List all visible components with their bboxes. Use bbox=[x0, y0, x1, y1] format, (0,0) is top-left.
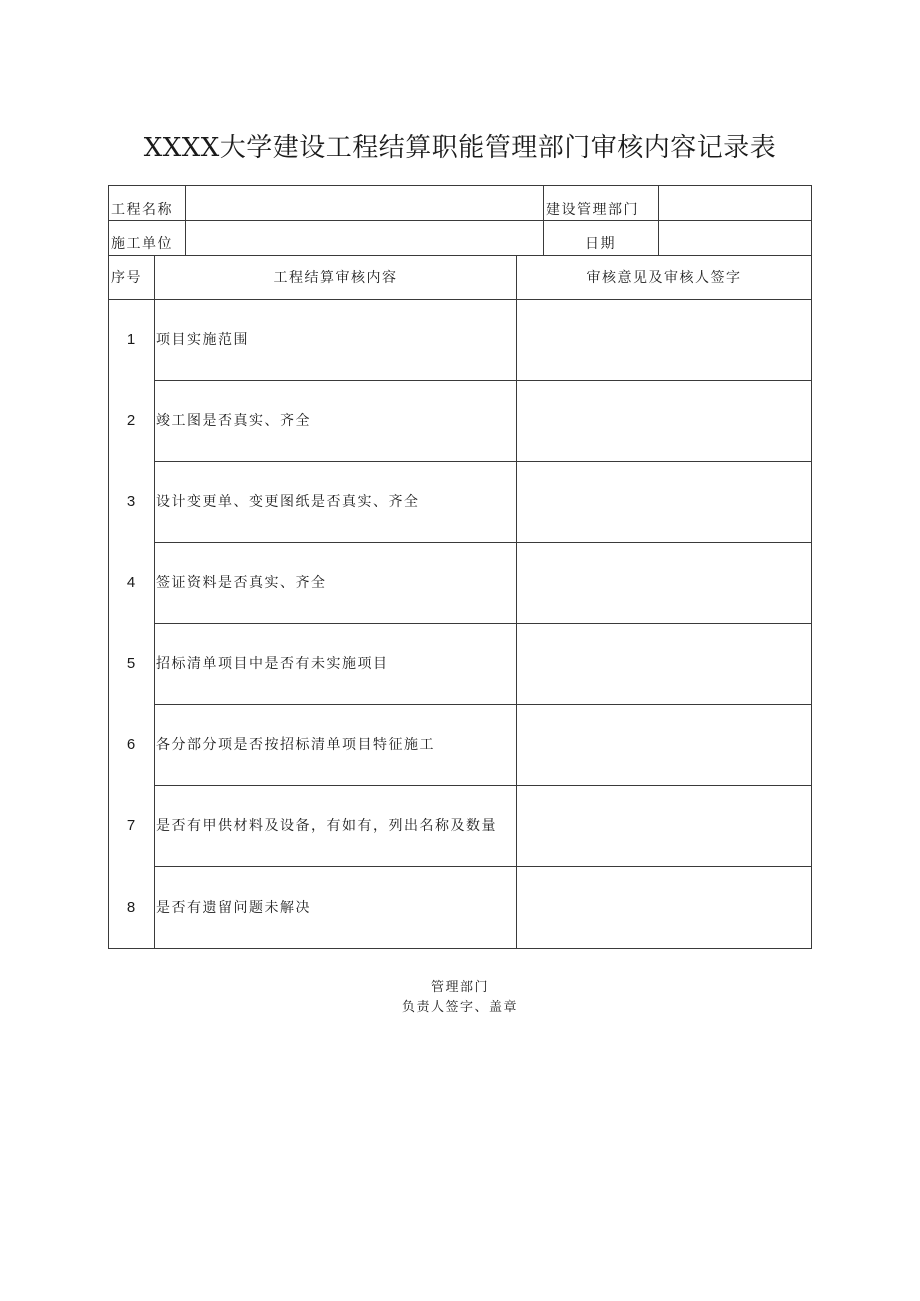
row-number: 2 bbox=[126, 412, 136, 429]
dept-label: 建设管理部门 bbox=[546, 202, 639, 218]
row-opinion-field[interactable] bbox=[520, 654, 806, 674]
row-content: 设计变更单、变更图纸是否真实、齐全 bbox=[156, 494, 420, 510]
dept-field[interactable] bbox=[663, 200, 807, 220]
index-column-divider bbox=[154, 255, 155, 949]
column-header-content: 工程结算审核内容 bbox=[273, 270, 398, 286]
project-name-field[interactable] bbox=[190, 200, 538, 220]
row-opinion-field[interactable] bbox=[520, 330, 806, 350]
header-value-divider bbox=[543, 185, 544, 255]
column-header-opinion: 审核意见及审核人签字 bbox=[586, 270, 742, 286]
header-label-divider bbox=[658, 185, 659, 255]
row-number: 8 bbox=[126, 899, 136, 916]
footer-signature-label: 负责人签字、盖章 bbox=[401, 1000, 518, 1015]
table-border-top bbox=[108, 185, 812, 186]
footer-dept: 管理部门 bbox=[430, 980, 489, 995]
row-content: 是否有甲供材料及设备，有如有，列出名称及数量 bbox=[156, 818, 497, 834]
opinion-column-divider bbox=[516, 255, 517, 949]
row-number: 6 bbox=[126, 736, 136, 753]
project-name-label: 工程名称 bbox=[111, 202, 173, 218]
date-label: 日期 bbox=[585, 236, 616, 252]
row-opinion-field[interactable] bbox=[520, 411, 806, 431]
row-content: 各分部分项是否按招标清单项目特征施工 bbox=[156, 737, 435, 753]
row-divider bbox=[154, 542, 812, 543]
row-opinion-field[interactable] bbox=[520, 492, 806, 512]
contractor-field[interactable] bbox=[190, 234, 538, 254]
row-content: 招标清单项目中是否有未实施项目 bbox=[156, 656, 389, 672]
row-opinion-field[interactable] bbox=[520, 573, 806, 593]
row-opinion-field[interactable] bbox=[520, 816, 806, 836]
column-header-index: 序号 bbox=[111, 270, 142, 286]
row-divider bbox=[154, 866, 812, 867]
page-title: XXXX大学建设工程结算职能管理部门审核内容记录表 bbox=[143, 133, 777, 163]
row-divider bbox=[154, 461, 812, 462]
contractor-label: 施工单位 bbox=[111, 236, 173, 252]
row-content: 竣工图是否真实、齐全 bbox=[156, 413, 311, 429]
row-number: 1 bbox=[126, 331, 136, 348]
row-content: 项目实施范围 bbox=[156, 332, 249, 348]
header-label-divider bbox=[185, 185, 186, 255]
row-number: 7 bbox=[126, 817, 136, 834]
row-divider bbox=[154, 704, 812, 705]
row-number: 5 bbox=[126, 655, 136, 672]
table-border-right bbox=[811, 185, 812, 949]
row-content: 签证资料是否真实、齐全 bbox=[156, 575, 327, 591]
row-content: 是否有遗留问题未解决 bbox=[156, 900, 311, 916]
header-row-divider bbox=[108, 220, 812, 221]
row-divider bbox=[154, 380, 812, 381]
row-number: 3 bbox=[126, 493, 136, 510]
date-field[interactable] bbox=[663, 234, 807, 254]
row-number: 4 bbox=[126, 574, 136, 591]
row-divider bbox=[154, 785, 812, 786]
row-opinion-field[interactable] bbox=[520, 898, 806, 918]
column-header-divider bbox=[108, 299, 812, 300]
row-divider bbox=[154, 623, 812, 624]
row-opinion-field[interactable] bbox=[520, 735, 806, 755]
table-border-bottom bbox=[108, 948, 812, 949]
header-row-divider bbox=[108, 255, 812, 256]
